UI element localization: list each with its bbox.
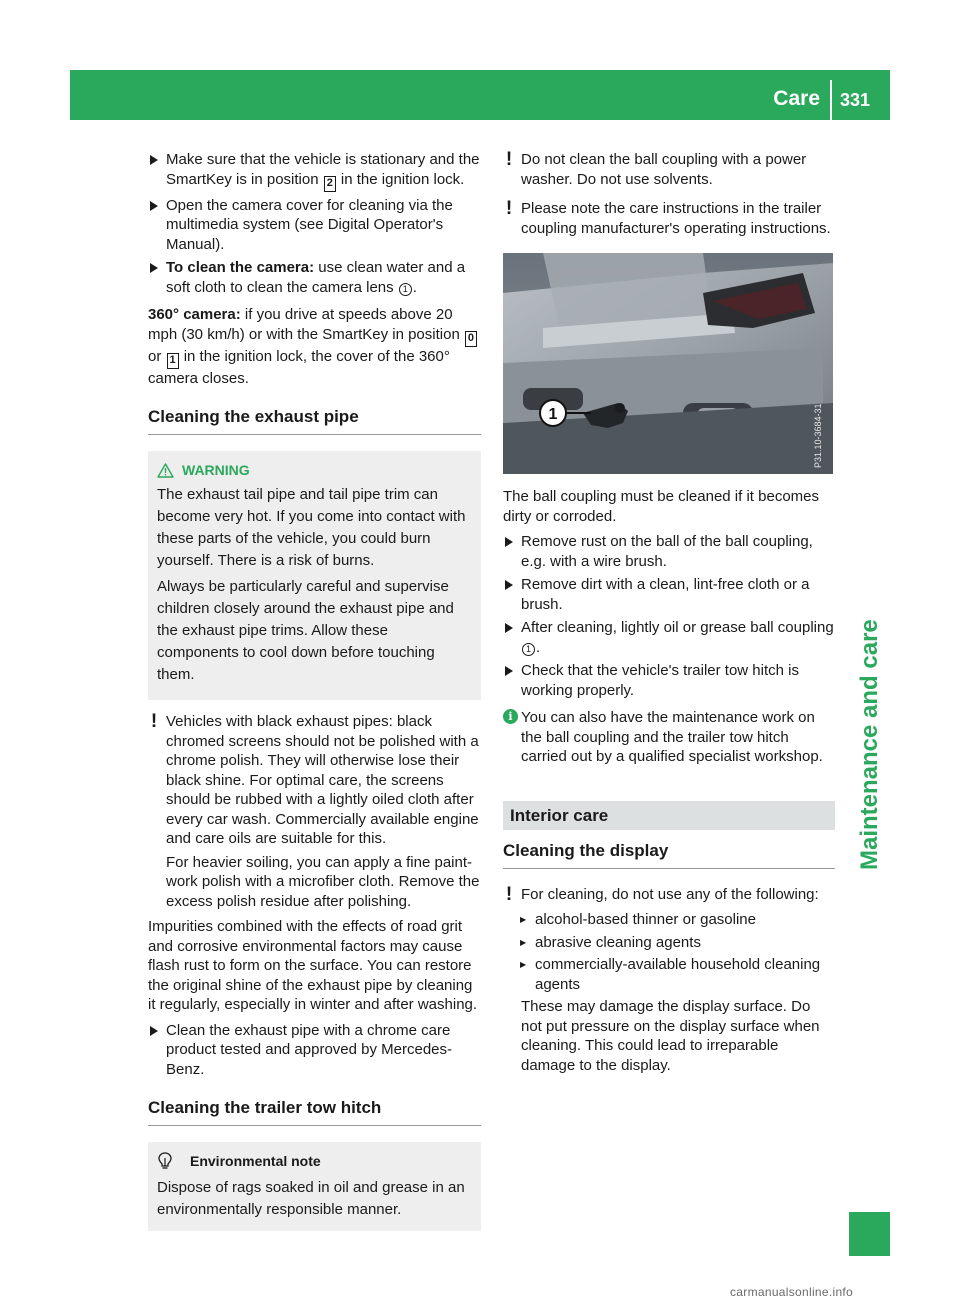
watermark: carmanualsonline.info — [730, 1285, 854, 1299]
exclamation-icon: ! — [505, 198, 513, 219]
step-remove-rust: Remove rust on the ball of the ball coupling, e.g. with a wire brush. — [503, 532, 835, 571]
step-clean-camera: To clean the camera: use clean water and a soft cloth to clean the camera lens 1 . — [148, 258, 481, 297]
exclamation-icon: ! — [505, 883, 513, 905]
photo-code: P31.10-3684-31 — [813, 403, 823, 468]
page-header — [70, 70, 890, 120]
warning-heading: WARNING — [157, 459, 472, 481]
step-oil-coupling: After cleaning, lightly oil or grease ball coupling 1 . — [503, 618, 835, 657]
key-position-1-icon: 1 — [167, 353, 179, 369]
warning-triangle-icon — [157, 463, 174, 478]
para-impurities: Impurities combined with the effects of road grit and corrosive environmental factors may cause flash rust to form on the surface. You can restore the original shine of the exhaust pipe by cleaning it regularly, especially in winter and after washing. — [148, 918, 478, 1013]
step-remove-dirt: Remove dirt with a clean, lint-free cloth or a brush. — [503, 575, 835, 614]
exclamation-icon: ! — [150, 711, 158, 732]
environmental-note-box — [148, 1142, 481, 1231]
header-divider — [830, 80, 832, 120]
info-note: i You can also have the maintenance work on the ball coupling and the trailer tow hitch carried out by a qualified specialist workshop. — [503, 708, 835, 767]
notice-care-instructions: ! Please note the care instructions in the trailer coupling manufacturer's operating instructions. — [503, 199, 835, 238]
callout-1-icon: 1 — [399, 283, 412, 296]
exclamation-icon: ! — [505, 149, 513, 170]
tow-hitch-photo — [503, 253, 833, 474]
warning-text-1: The exhaust tail pipe and tail pipe trim can become very hot. If you come into contact with these parts of the vehicle, you could burn yourself. There is a risk of burns. — [157, 486, 466, 569]
notice-black-pipes: ! Vehicles with black exhaust pipes: black chromed screens should not be polished with a chrome polish. They will otherwise lose their black shine. For optimal care, the screens should be rubbed with a lightly oiled cloth after every car wash. Commercially available engine and care oils are suitable for this. For heavier soiling, you can apply a fine paint-work polish with a microfiber cloth. Remove the excess polish residue after polishing. — [148, 712, 481, 911]
environmental-note-heading: Environmental note — [157, 1150, 472, 1172]
list-item: ▶ alcohol-based thinner or gasoline — [503, 910, 835, 930]
step-check-hitch: Check that the vehicle's trailer tow hitch is working properly. — [503, 661, 835, 700]
left-column — [148, 150, 481, 1231]
side-tab-marker — [849, 1212, 890, 1256]
key-position-2-icon: 2 — [324, 176, 336, 192]
para-ball-coupling: The ball coupling must be cleaned if it becomes dirty or corroded. — [503, 488, 820, 525]
side-tab-label: Maintenance and care — [856, 619, 883, 870]
step-stationary: Make sure that the vehicle is stationary and the SmartKey is in position 2 in the ignition lock. — [148, 150, 481, 192]
para-display-damage: These may damage the display surface. Do not put pressure on the display surface when cleaning. This could lead to irreparable damage to the display. — [521, 998, 820, 1074]
list-item: ▶ commercially-available household cleaning agents — [503, 955, 835, 994]
step-clean-pipe: Clean the exhaust pipe with a chrome care product tested and approved by Mercedes-Benz. — [148, 1021, 481, 1080]
right-column — [503, 150, 835, 1075]
key-position-0-icon: 0 — [465, 331, 477, 347]
warning-box — [148, 451, 481, 700]
notice-power-washer: ! Do not clean the ball coupling with a power washer. Do not use solvents. — [503, 150, 835, 189]
step-open-cover: Open the camera cover for cleaning via the multimedia system (see Digital Operator's Manual). — [148, 196, 481, 255]
info-icon: i — [503, 709, 518, 724]
car-rear-illustration — [503, 253, 833, 474]
side-chapter-tab — [849, 460, 890, 870]
page-number: 331 — [840, 90, 871, 110]
chapter-title: Care — [773, 87, 820, 110]
section-band-interior-care: Interior care — [503, 801, 835, 830]
environmental-note-text: Dispose of rags soaked in oil and grease in an environmentally responsible manner. — [157, 1179, 465, 1218]
callout-1-icon: 1 — [522, 643, 535, 656]
section-heading-tow-hitch: Cleaning the trailer tow hitch — [148, 1097, 481, 1126]
photo-callout-1: 1 — [548, 406, 558, 423]
section-heading-exhaust: Cleaning the exhaust pipe — [148, 406, 481, 435]
warning-text-2: Always be particularly careful and supervise children closely around the exhaust pipe and the exhaust pipe trims. Allow these components to cool down before touching them. — [157, 578, 454, 683]
notice-display-cleaning: ! For cleaning, do not use any of the following: — [503, 885, 835, 905]
section-heading-display: Cleaning the display — [503, 840, 835, 869]
list-item: ▶ abrasive cleaning agents — [503, 933, 835, 953]
lightbulb-icon — [158, 1152, 172, 1170]
para-360-camera: 360° camera: if you drive at speeds above 20 mph (30 km/h) or with the SmartKey in position 0 or 1 in the ignition lock, the cover of the 360° camera closes. — [148, 305, 481, 388]
